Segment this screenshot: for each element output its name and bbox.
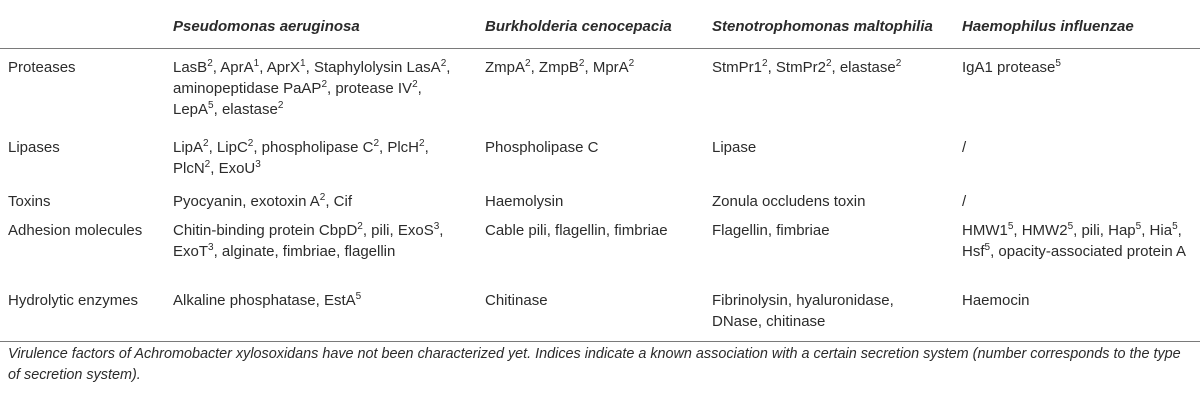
cell-text: ZmpA (485, 58, 526, 76)
secretion-index: 2 (204, 158, 211, 170)
cell-text: , aminopeptidase PaAP (173, 58, 451, 97)
cell-text: StmPr1 (712, 58, 763, 76)
secretion-index: 3 (255, 158, 261, 170)
secretion-index: 5 (1007, 220, 1014, 232)
row-label: Proteases (8, 58, 76, 76)
cell-text: , elastase (213, 100, 278, 118)
secretion-index: 2 (247, 137, 254, 149)
row-label: Toxins (8, 192, 51, 210)
secretion-index: 2 (319, 191, 326, 203)
cell-text: , HMW2 (1013, 221, 1068, 239)
table-row (0, 290, 1200, 342)
secretion-index: 2 (628, 57, 635, 69)
cell-burkholderia (477, 185, 704, 218)
cell-text: Alkaline phosphatase, EstA (173, 291, 356, 309)
header-burkholderia: Burkholderia cenocepacia (477, 0, 704, 48)
cell-text: , Hia (1141, 221, 1173, 239)
cell-text: / (962, 192, 967, 210)
cell-pseudomonas (165, 129, 477, 185)
secretion-index: 5 (1135, 220, 1142, 232)
secretion-index: 1 (300, 57, 306, 69)
header-stenotrophomonas: Stenotrophomonas maltophilia (704, 0, 954, 48)
cell-stenotrophomonas (704, 185, 954, 218)
cell-text: , protease IV (327, 79, 413, 97)
cell-text: LasB (173, 58, 208, 76)
cell-text: Cable pili, flagellin, fimbriae (485, 221, 668, 239)
secretion-index: 2 (373, 137, 379, 149)
secretion-index: 3 (208, 241, 214, 253)
cell-text: , alginate, fimbriae, flagellin (213, 242, 396, 260)
cell-text: Zonula occludens toxin (712, 192, 866, 210)
cell-stenotrophomonas (704, 290, 954, 342)
cell-text: Pyocyanin, exotoxin A (173, 192, 320, 210)
table-footnote: Virulence factors of Achromobacter xylosoxidans have not been characterized yet. Indices indicate a known association with a certain secretion system (number corresponds to the type of secretion system). (8, 346, 1181, 383)
cell-burkholderia (477, 48, 704, 129)
row-label: Lipases (8, 138, 60, 156)
cell-text: , pili, ExoS (362, 221, 434, 239)
cell-haemophilus (954, 48, 1200, 129)
table-row (0, 218, 1200, 290)
cell-text: , LipC (208, 138, 248, 156)
cell-text: , AprA (212, 58, 254, 76)
secretion-index: 2 (277, 99, 284, 111)
cell-text: , elastase (831, 58, 896, 76)
secretion-index: 2 (525, 57, 531, 69)
cell-text: , PlcH (379, 138, 420, 156)
cell-text: Chitinase (485, 291, 548, 309)
row-label: Hydrolytic enzymes (0, 290, 165, 342)
cell-burkholderia (477, 290, 704, 342)
table-row (0, 185, 1200, 218)
secretion-index: 3 (433, 220, 440, 232)
secretion-index: 2 (207, 57, 213, 69)
secretion-index: 2 (321, 78, 327, 90)
cell-burkholderia (477, 218, 704, 290)
secretion-index: 5 (1067, 220, 1074, 232)
secretion-index: 1 (253, 57, 260, 69)
secretion-index: 2 (412, 78, 418, 90)
secretion-index: 5 (355, 290, 362, 302)
cell-text: HMW1 (962, 221, 1008, 239)
cell-text: Haemocin (962, 291, 1030, 309)
cell-text: IgA1 protease (962, 58, 1056, 76)
cell-text: , phospholipase C (253, 138, 374, 156)
cell-haemophilus (954, 185, 1200, 218)
cell-text: , ExoU (210, 159, 256, 177)
cell-text: , Staphylolysin LasA (305, 58, 441, 76)
secretion-index: 2 (825, 57, 832, 69)
cell-text: , ExoT (173, 221, 444, 260)
secretion-index: 2 (419, 137, 425, 149)
secretion-index: 2 (357, 220, 363, 232)
cell-text: Lipase (712, 138, 757, 156)
secretion-index: 2 (203, 137, 209, 149)
cell-text: Chitin-binding protein CbpD (173, 221, 358, 239)
cell-text: , PlcN (173, 138, 429, 177)
table-row (0, 129, 1200, 185)
secretion-index: 2 (895, 57, 902, 69)
header-pseudomonas: Pseudomonas aeruginosa (165, 0, 477, 48)
cell-pseudomonas (165, 185, 477, 218)
cell-pseudomonas (165, 48, 477, 129)
cell-text: , MprA (584, 58, 629, 76)
secretion-index: 5 (208, 99, 214, 111)
header-haemophilus: Haemophilus influenzae (954, 0, 1200, 48)
cell-haemophilus (954, 218, 1200, 290)
cell-text: , opacity-associated protein A (990, 242, 1187, 260)
cell-text: , AprX (259, 58, 301, 76)
cell-text: , Cif (325, 192, 352, 210)
cell-text: Phospholipase C (485, 138, 599, 156)
cell-text: , StmPr2 (767, 58, 826, 76)
table-row (0, 48, 1200, 129)
secretion-index: 2 (440, 57, 447, 69)
header-empty (0, 0, 165, 48)
cell-text: / (962, 138, 967, 156)
row-label: Adhesion molecules (8, 221, 143, 239)
secretion-index: 2 (578, 57, 585, 69)
cell-text: , pili, Hap (1073, 221, 1136, 239)
secretion-index: 5 (1172, 220, 1178, 232)
secretion-index: 5 (984, 241, 991, 253)
cell-text: , LepA (173, 79, 422, 118)
cell-text: LipA (173, 138, 204, 156)
cell-haemophilus (954, 290, 1200, 342)
cell-haemophilus (954, 129, 1200, 185)
cell-pseudomonas (165, 218, 477, 290)
cell-stenotrophomonas (704, 129, 954, 185)
cell-burkholderia (477, 129, 704, 185)
cell-pseudomonas (165, 290, 477, 342)
cell-text: Fibrinolysin, hyaluronidase, DNase, chitinase (712, 291, 894, 330)
cell-text: , ZmpB (530, 58, 579, 76)
secretion-index: 5 (1055, 57, 1061, 69)
cell-text: Haemolysin (485, 192, 564, 210)
cell-stenotrophomonas (704, 218, 954, 290)
cell-text: , Hsf (962, 221, 1182, 260)
table-header-row (0, 0, 1200, 48)
secretion-index: 2 (762, 57, 768, 69)
cell-text: Flagellin, fimbriae (712, 221, 830, 239)
cell-stenotrophomonas (704, 48, 954, 129)
